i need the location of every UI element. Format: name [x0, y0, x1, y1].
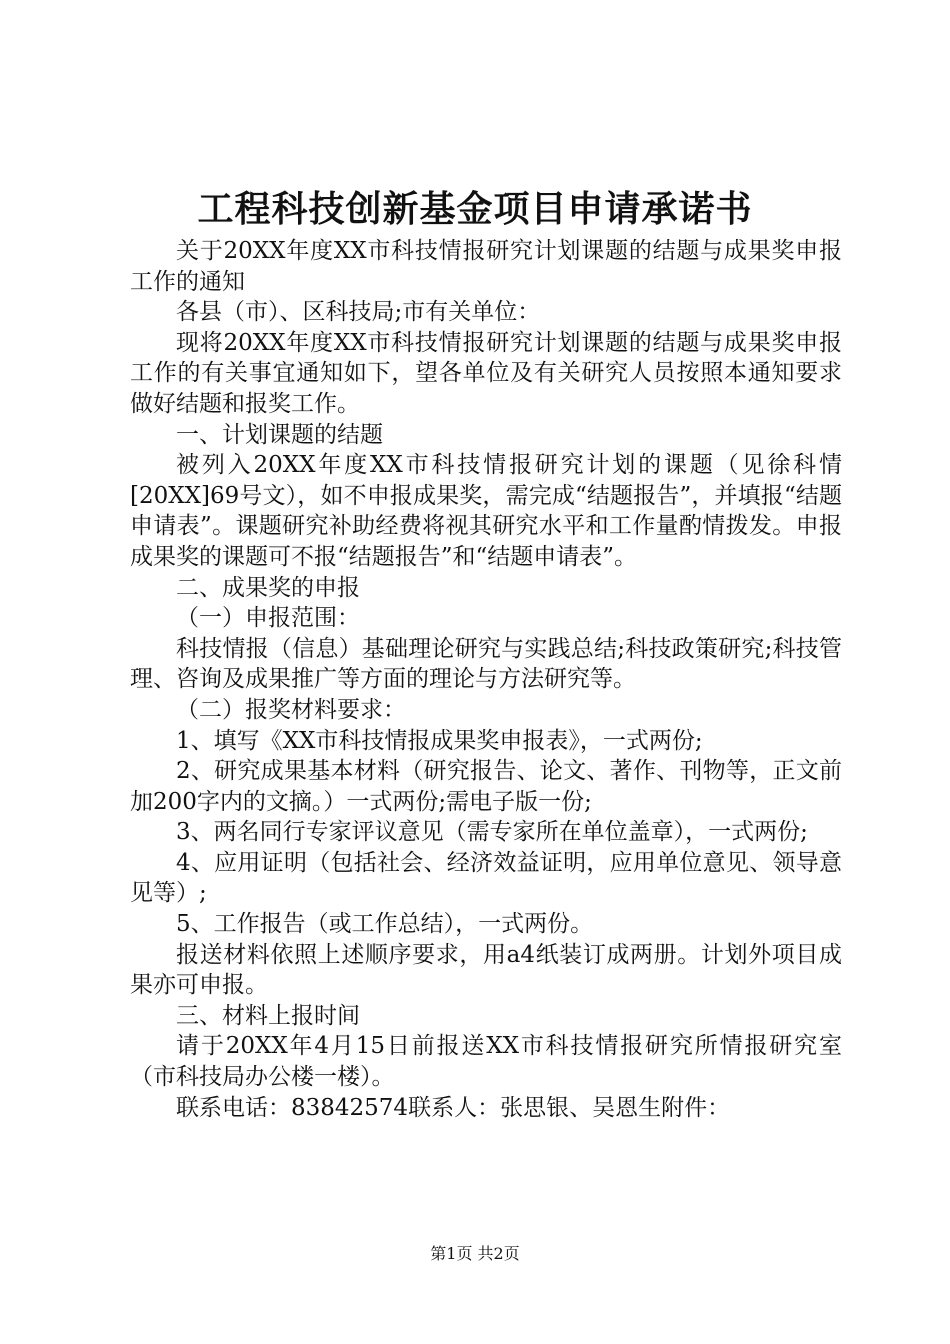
document-title: 工程科技创新基金项目申请承诺书 — [197, 188, 753, 230]
section-heading: 一、计划课题的结题 — [176, 421, 383, 448]
list-item: 4、应用证明（包括社会、经济效益证明，应用单位意见、领导意见等）; — [130, 849, 842, 907]
document-body — [130, 236, 842, 1123]
page-footer: 第1页 共2页 — [430, 1244, 520, 1263]
contact-line: 联系电话：83842574联系人：张思银、吴恩生附件： — [176, 1094, 731, 1121]
section-heading: 三、材料上报时间 — [176, 1002, 360, 1029]
section-heading: 二、成果奖的申报 — [176, 574, 360, 601]
subsection-heading: （一）申报范围： — [176, 605, 360, 632]
list-item: 1、填写《XX市科技情报成果奖申报表》，一式两份; — [176, 727, 703, 754]
list-item: 3、两名同行专家评议意见（需专家所在单位盖章），一式两份; — [176, 819, 808, 846]
subsection-heading: （二）报奖材料要求： — [176, 696, 406, 723]
paragraph: 各县（市）、区科技局;市有关单位： — [176, 299, 541, 326]
paragraph: 关于20XX年度XX市科技情报研究计划课题的结题与成果奖申报工作的通知 — [130, 238, 842, 295]
paragraph: 现将20XX年度XX市科技情报研究计划课题的结题与成果奖申报工作的有关事宜通知如下，望各单位及有关研究人员按照本通知要求做好结题和报奖工作。 — [130, 329, 842, 417]
list-item: 5、工作报告（或工作总结），一式两份。 — [176, 911, 594, 938]
list-item: 2、研究成果基本材料（研究报告、论文、著作、刊物等，正文前加200字内的文摘。）一式两份;需电子版一份; — [130, 758, 842, 815]
paragraph: 被列入20XX年度XX市科技情报研究计划的课题（见徐科情[20XX]69号文），如不申报成果奖，需完成“结题报告”，并填报“结题申请表”。课题研究补助经费将视其研究水平和工作量酌情拨发。申报成果奖的课题可不报“结题报告”和“结题申请表”。 — [130, 452, 842, 570]
paragraph: 报送材料依照上述顺序要求，用a4纸装订成两册。计划外项目成果亦可申报。 — [130, 941, 842, 999]
paragraph: 科技情报（信息）基础理论研究与实践总结;科技政策研究;科技管理、咨询及成果推广等方面的理论与方法研究等。 — [130, 635, 842, 693]
paragraph: 请于20XX年4月15日前报送XX市科技情报研究所情报研究室（市科技局办公楼一楼）。 — [130, 1033, 842, 1091]
